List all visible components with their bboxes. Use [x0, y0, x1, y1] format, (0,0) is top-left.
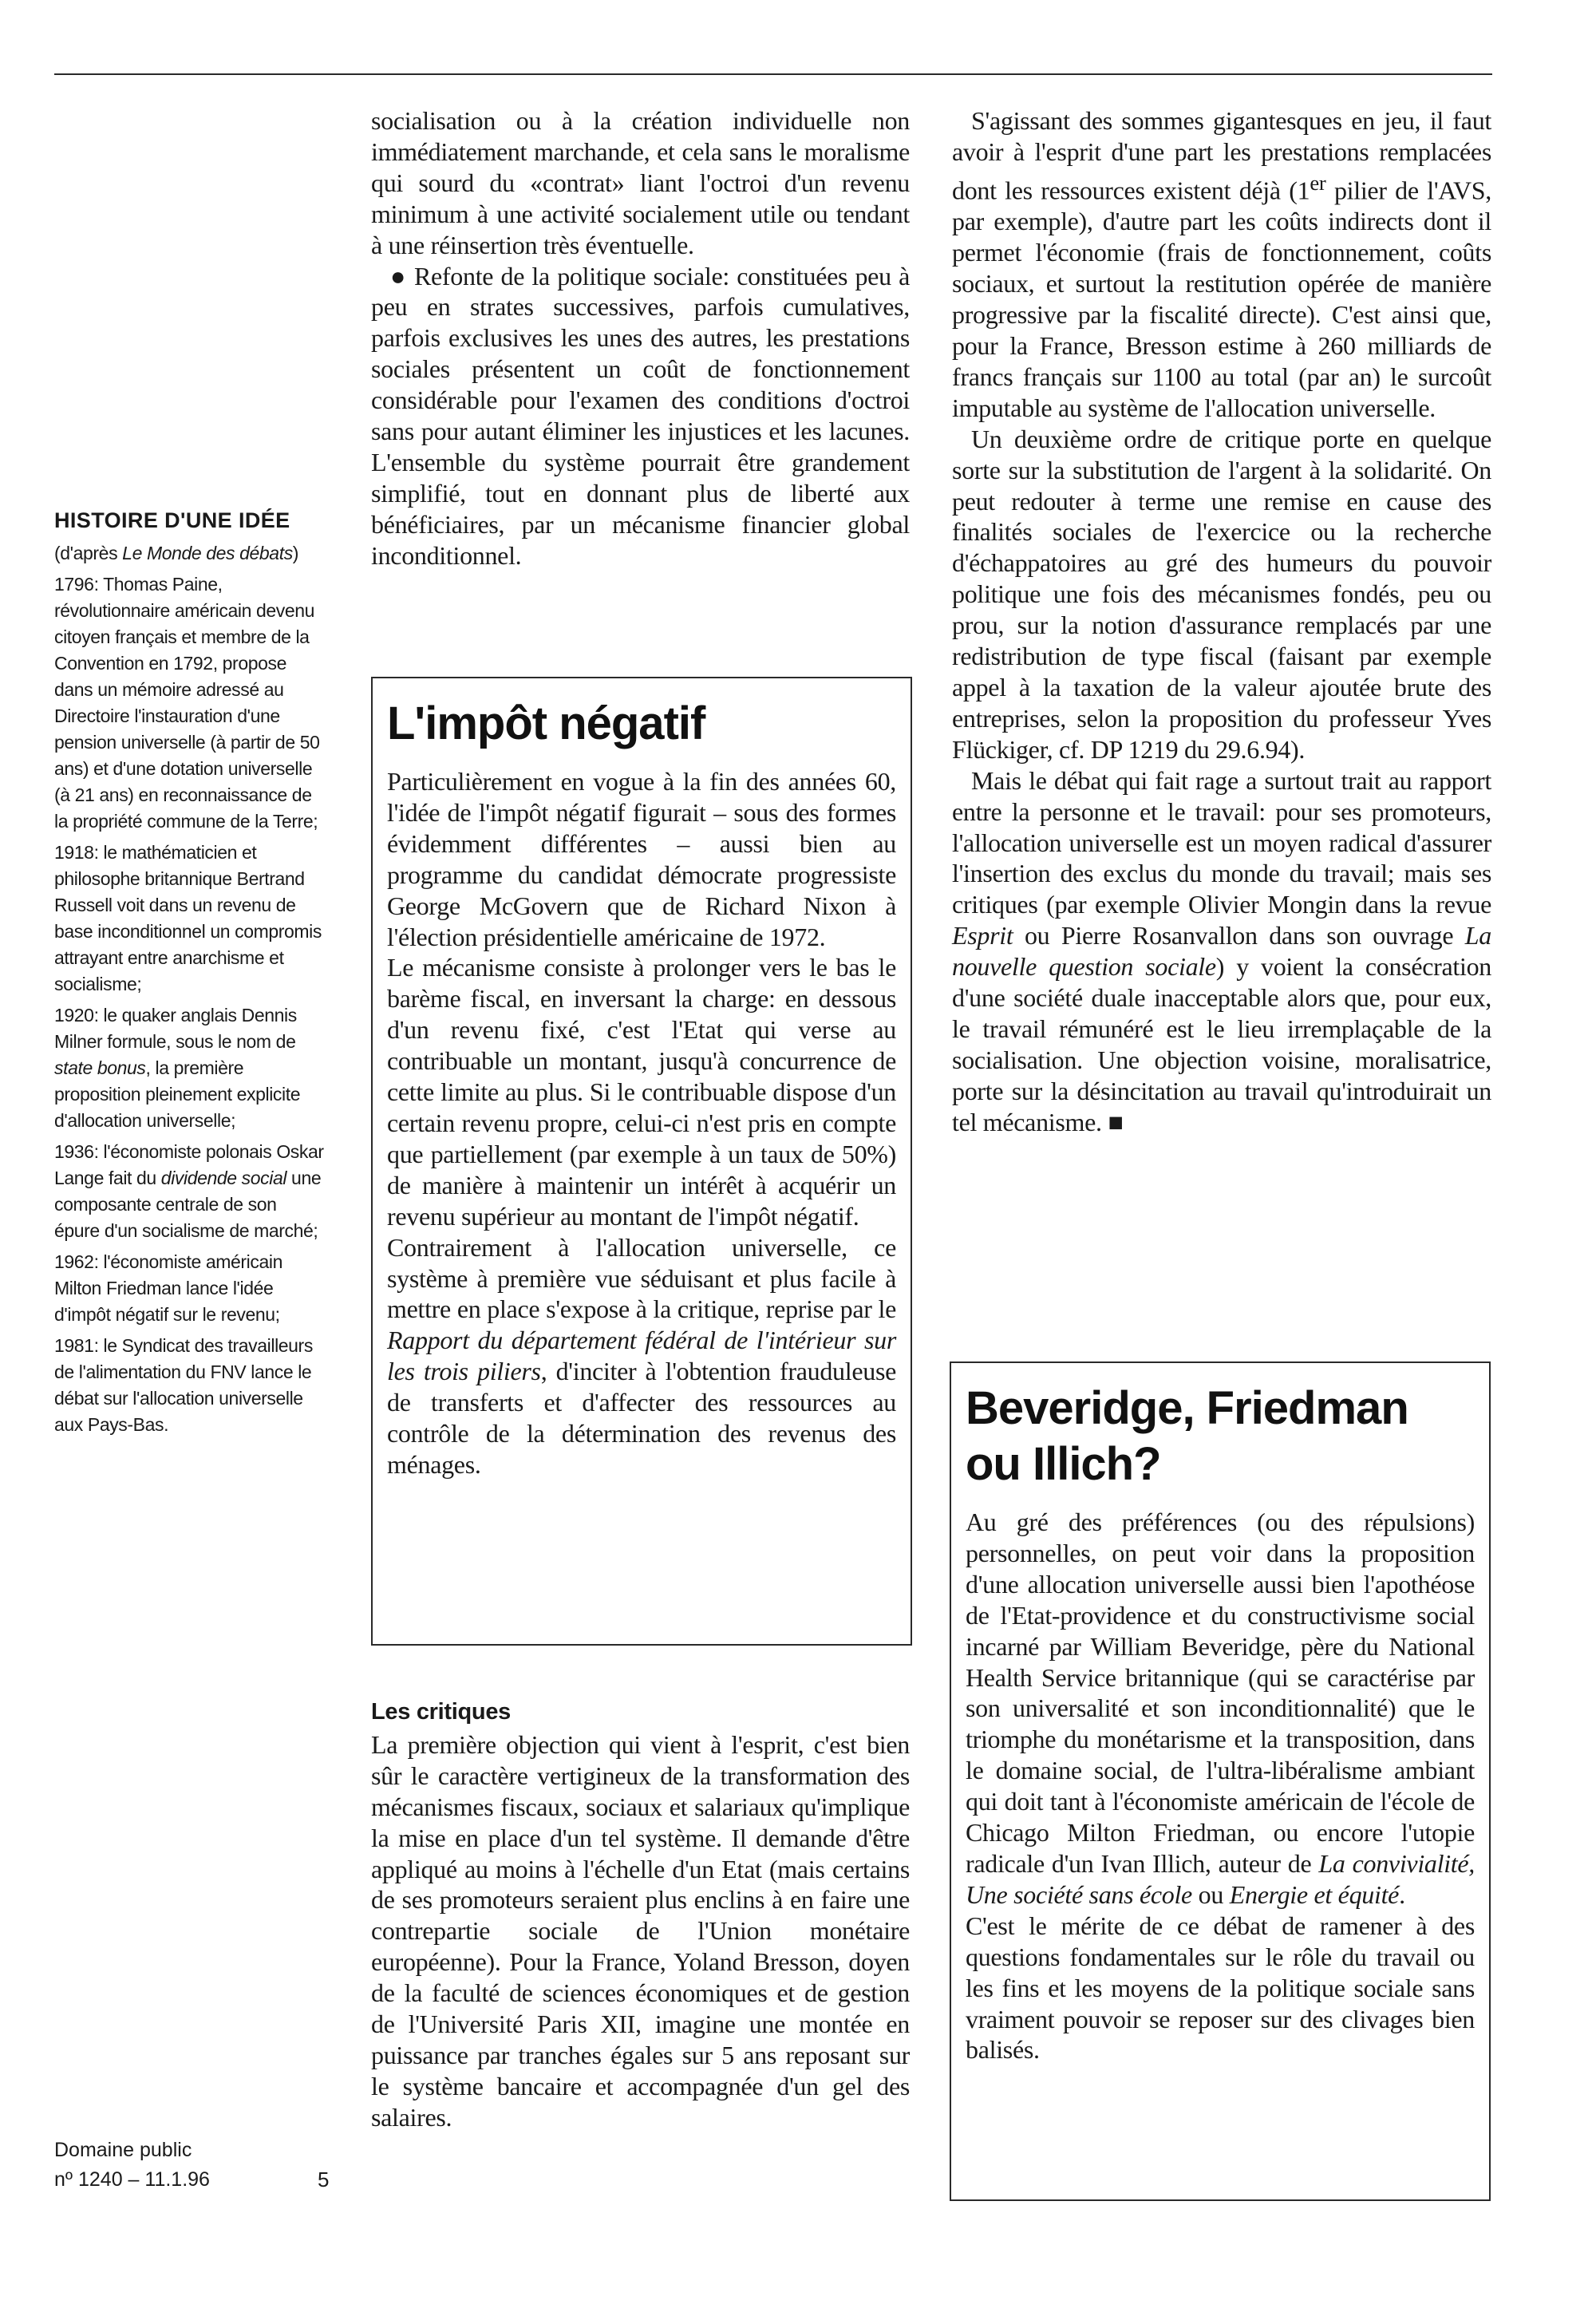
publication-name: Domaine public: [54, 2139, 192, 2161]
timeline-entry-1796: 1796: Thomas Paine, révolutionnaire américain devenu citoyen français et membre de la Convention en 1792, propose dans un mémoire adressé au Directoire l'instauration d'une pension universelle (à partir de 50 ans) et d'une dotation universelle (à 21 ans) en reconnaissance de la propriété commune de la Terre;: [54, 574, 320, 832]
sidebar-heading: HISTOIRE D'UNE IDÉE: [54, 508, 290, 532]
timeline-entry-1936: 1936: l'économiste polonais Oskar Lange fait du dividende social une composante centrale de son épure d'un socialisme de marché;: [54, 1141, 324, 1241]
paragraph: S'agissant des sommes gigantesques en jeu, il faut avoir à l'esprit d'une part les prestations remplacées dont les ressources existent déjà (1er pilier de l'AVS, par exemple), d'autre part les coûts indirects dont il permet l'économie (frais de fonctionnement, coûts sociaux, et surtout la restitution opérée de manière progressive par la fiscalité directe). C'est ainsi que, pour la France, Bresson estime à 260 milliards de francs français sur 1100 au total (par an) le surcoût imputable au système de l'allocation universelle.: [952, 106, 1491, 422]
paragraph: La première objection qui vient à l'esprit, c'est bien sûr le caractère vertigineux de la transformation des mécanismes fiscaux, sociaux et salariaux qu'implique la mise en place d'un tel système. Il demande d'être appliqué au moins à l'échelle d'un Etat (mais certains de ses promoteurs seraient plus enclins à en faire une contrepartie sociale de l'Union monétaire européenne). Pour la France, Yoland Bresson, doyen de la faculté de sciences économiques et de gestion de l'Université Paris XII, imagine une montée en puissance par tranches égales sur 5 ans reposant sur le système bancaire et accompagnée d'un gel des salaires.: [371, 1729, 910, 2132]
section-heading: Les critiques: [371, 1699, 511, 1725]
paragraph: Un deuxième ordre de critique porte en quelque sorte sur la substitution de l'argent à la solidarité. On peut redouter à terme une remise en cause des finalités sociales de l'exercice ou la recherche d'échappatoires au gré des humeurs du pouvoir politique une fois des mécanismes fondés, peu ou prou, sur la notion d'assurance remplacés par une redistribution de type fiscal (faisant par exemple appel à la taxation de la valeur ajoutée brute des entreprises, selon la proposition du professeur Yves Flückiger, cf. DP 1219 du 29.6.94).: [952, 424, 1491, 764]
paragraph: Contrairement à l'allocation universelle, ce système à première vue séduisant et plus facile à mettre en place s'expose à la critique, reprise par le Rapport du département fédéral de l'intérieur sur les trois piliers, d'inciter à l'obtention frauduleuse de transferts et d'affecter des ressources au contrôle de la détermination des revenus des ménages.: [387, 1232, 896, 1479]
timeline-entry-1981: 1981: le Syndicat des travailleurs de l'alimentation du FNV lance le débat sur l'allocation universelle aux Pays-Bas.: [54, 1335, 313, 1435]
paragraph: Le mécanisme consiste à prolonger vers le bas le barème fiscal, en inversant la charge: en dessous d'un revenu fixé, c'est l'Etat qui verse au contribuable un montant, jusqu'à concurrence de cette limite au plus. Si le contribuable dispose d'un certain revenu propre, celui-ci n'est pris en compte que partiellement (par exemple à un taux de 50%) de manière à maintenir un intérêt à acquérir un revenu supérieur au montant de l'impôt négatif.: [387, 953, 896, 1231]
bullet-icon: ●: [390, 261, 407, 290]
beveridge-box: [950, 1361, 1491, 2201]
paragraph: Particulièrement en vogue à la fin des années 60, l'idée de l'impôt négatif figurait – sous des formes évidemment différentes – aussi bien au programme du candidat démocrate progressiste George McGovern que de Richard Nixon à l'élection présidentielle américaine de 1972.: [387, 767, 896, 951]
sidebar-history: [54, 508, 326, 1443]
middle-column-text: [371, 105, 910, 571]
timeline-entry-1918: 1918: le mathématicien et philosophe britannique Bertrand Russell voit dans un revenu de base inconditionnel un compromis attrayant entre anarchisme et socialisme;: [54, 842, 322, 994]
box-title: L'impôt négatif: [387, 698, 705, 749]
timeline-entry-1920: 1920: le quaker anglais Dennis Milner formule, sous le nom de state bonus, la première proposition pleinement explicite d'allocation universelle;: [54, 1005, 301, 1131]
bullet-paragraph: ● Refonte de la politique sociale: constituées peu à peu en strates successives, parfois cumulatives, parfois exclusives les unes des autres, les prestations sociales présentent un coût de fonctionnement considérable pour l'examen des conditions d'octroi sans pour autant éliminer les injustices et les lacunes. L'ensemble du système pourrait être grandement simplifié, tout en donnant plus de liberté aux bénéficiaires, par un mécanisme financier global inconditionnel.: [371, 261, 910, 570]
page-footer: [54, 2136, 342, 2195]
paragraph: Au gré des préférences (ou des répulsions) personnelles, on peut voir dans la proposition d'une allocation universelle aussi bien l'apothéose de l'Etat-providence et du constructivisme social incarné par William Beveridge, père du National Health Service britannique (qui se caractérise par son universalité et son inconditionnalité) que le triomphe du monétarisme et la transposition, dans le domaine social, de l'ultra-libéralisme ambiant qui doit tant à l'économiste américain de l'école de Chicago Milton Friedman, ou encore l'utopie radicale d'un Ivan Illich, auteur de La convivialité, Une société sans école ou Energie et équité.: [966, 1508, 1475, 1909]
paragraph: socialisation ou à la création individuelle non immédiatement marchande, et cela sans le moralisme qui sourd du «contrat» liant l'octroi d'un revenu minimum à une activité socialement utile ou tendant à une réinsertion très éventuelle.: [371, 106, 910, 259]
paragraph: C'est le mérite de ce débat de ramener à des questions fondamentales sur le rôle du travail ou les fins et les moyens de la politique sociale sans vraiment pouvoir se reposer sur des clivages bien balisés.: [966, 1911, 1475, 2065]
page-number: 5: [318, 2168, 330, 2191]
impot-negatif-box: [371, 677, 912, 1646]
right-column-text: [952, 105, 1491, 1138]
sidebar-source: (d'après Le Monde des débats): [54, 543, 299, 563]
paragraph: Mais le débat qui fait rage a surtout trait au rapport entre la personne et le travail: pour ses promoteurs, l'allocation universelle est un moyen radical d'assurer l'insertion des exclus du monde du travail; mais ses critiques (par exemple Olivier Mongin dans la revue Esprit ou Pierre Rosanvallon dans son ouvrage La nouvelle question sociale) y voient la consécration d'une société duale inacceptable alors que, pour eux, le travail rémunéré est le lieu irremplaçable de la socialisation. Une objection voisine, moralisatrice, porte sur la désincitation au travail qu'introduirait un tel mécanisme. ■: [952, 765, 1491, 1136]
issue-info: nº 1240 – 11.1.96: [54, 2168, 210, 2191]
timeline-entry-1962: 1962: l'économiste américain Milton Friedman lance l'idée d'impôt négatif sur le revenu;: [54, 1251, 282, 1325]
end-mark-icon: ■: [1108, 1107, 1124, 1136]
critiques-section: [371, 1697, 910, 2133]
top-rule: [54, 73, 1492, 75]
box-title: Beveridge, Friedman ou Illich?: [966, 1382, 1408, 1490]
